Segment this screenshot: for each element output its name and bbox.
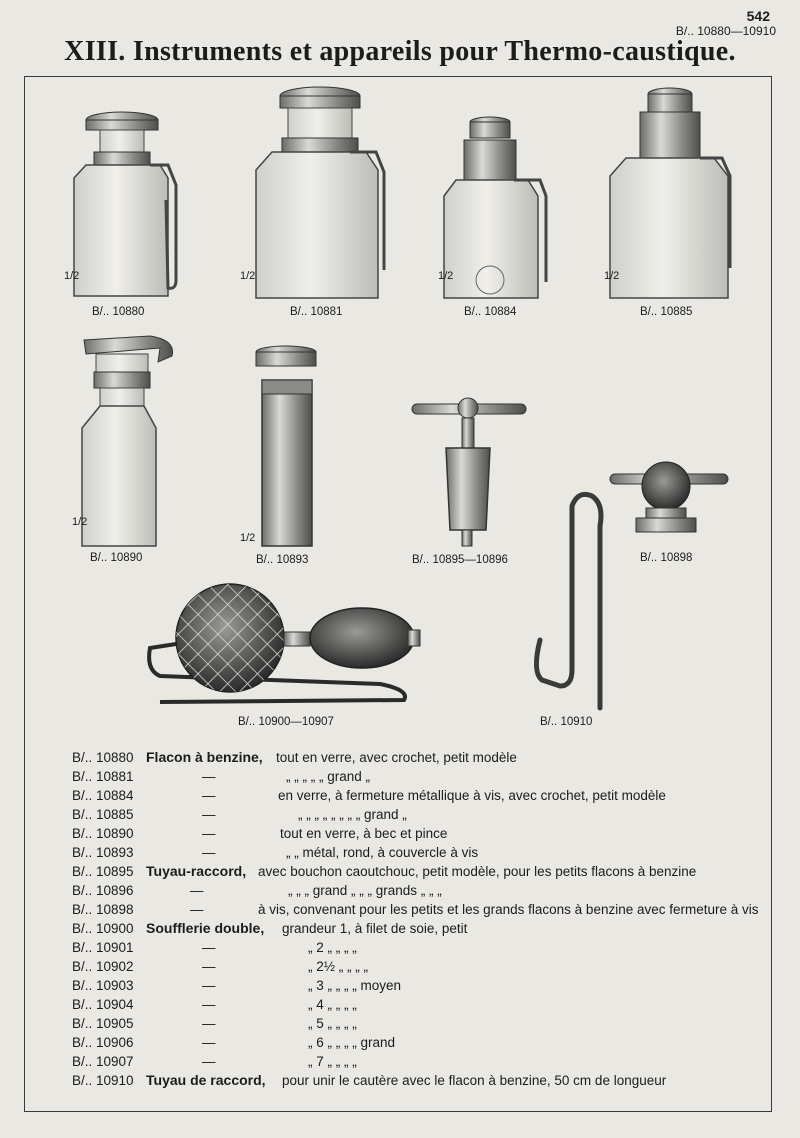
- tube-connector-icon: [412, 398, 526, 546]
- connecting-tube-icon: [536, 494, 601, 708]
- item-dash: —: [202, 978, 216, 993]
- item-code: B/.. 10890: [72, 826, 134, 841]
- catalog-list: [72, 748, 772, 1090]
- item-code: B/.. 10905: [72, 1016, 134, 1031]
- catalog-row: [72, 862, 772, 881]
- figure-label: B/.. 10900—10907: [238, 716, 334, 728]
- item-description: pour unir le cautère avec le flacon à benzine, 50 cm de longueur: [282, 1073, 667, 1088]
- item-description: „ 2½ „ „ „ „: [308, 959, 368, 974]
- scale-mark: 1/2: [240, 270, 256, 282]
- catalog-row: [72, 1033, 772, 1052]
- item-name: Tuyau-raccord,: [146, 863, 247, 879]
- catalog-row: [72, 957, 772, 976]
- catalog-row: [72, 1052, 772, 1071]
- catalog-row: [72, 919, 772, 938]
- item-name: Flacon à benzine,: [146, 749, 263, 765]
- item-dash: —: [190, 902, 204, 917]
- catalog-row: [72, 900, 772, 919]
- item-description: „ 3 „ „ „ „ moyen: [308, 978, 402, 993]
- item-description: à vis, convenant pour les petits et les grands flacons à benzine avec fermeture à vis: [258, 902, 759, 917]
- item-description: „ 4 „ „ „ „: [308, 997, 357, 1012]
- item-code: B/.. 10880: [72, 750, 134, 765]
- item-code: B/.. 10881: [72, 769, 134, 784]
- item-code: B/.. 10896: [72, 883, 134, 898]
- scale-mark: 1/2: [604, 270, 620, 282]
- metal-canister-icon: [256, 346, 316, 546]
- catalog-row: [72, 1014, 772, 1033]
- screw-connector-icon: [610, 462, 728, 532]
- bottle-screw-large-icon: [610, 88, 730, 298]
- item-name: Soufflerie double,: [146, 920, 265, 936]
- item-code: B/.. 10910: [72, 1073, 134, 1088]
- item-code: B/.. 10885: [72, 807, 134, 822]
- figure-label: B/.. 10895—10896: [412, 554, 508, 566]
- item-code: B/.. 10903: [72, 978, 134, 993]
- figure-label: B/.. 10898: [640, 552, 693, 564]
- item-dash: —: [202, 1035, 216, 1050]
- figure-label: B/.. 10885: [640, 306, 693, 318]
- item-dash: —: [202, 807, 216, 822]
- scale-mark: 1/2: [64, 270, 80, 282]
- figure-label: B/.. 10884: [464, 306, 517, 318]
- item-dash: —: [202, 1016, 216, 1031]
- item-description: „ „ „ „ „ grand „: [286, 769, 371, 784]
- bottle-hook-large-icon: [256, 87, 384, 298]
- item-code: B/.. 10893: [72, 845, 134, 860]
- scale-mark: 1/2: [438, 270, 454, 282]
- double-bellows-icon: [149, 584, 420, 702]
- figure-label: B/.. 10890: [90, 552, 143, 564]
- catalog-row: [72, 938, 772, 957]
- item-dash: —: [202, 826, 216, 841]
- item-code: B/.. 10884: [72, 788, 134, 803]
- item-code: B/.. 10898: [72, 902, 134, 917]
- catalog-row: [72, 1071, 772, 1090]
- item-dash: —: [202, 940, 216, 955]
- catalog-row: [72, 881, 772, 900]
- item-dash: —: [202, 997, 216, 1012]
- item-code: B/.. 10902: [72, 959, 134, 974]
- item-description: „ „ „ grand „ „ „ grands „ „ „: [288, 883, 442, 898]
- scale-mark: 1/2: [72, 516, 88, 528]
- scale-mark: 1/2: [240, 532, 256, 544]
- catalog-row: [72, 767, 772, 786]
- catalog-row: [72, 824, 772, 843]
- item-code: B/.. 10904: [72, 997, 134, 1012]
- item-code: B/.. 10907: [72, 1054, 134, 1069]
- bottle-hook-small-icon: [74, 112, 176, 296]
- item-dash: —: [202, 769, 216, 784]
- figure-label: B/.. 10880: [92, 306, 145, 318]
- catalog-row: [72, 976, 772, 995]
- page-title: XIII. Instruments et appareils pour Thermo-caustique.: [64, 36, 736, 67]
- catalog-row: [72, 995, 772, 1014]
- figure-label: B/.. 10893: [256, 554, 309, 566]
- item-dash: —: [202, 845, 216, 860]
- item-code: B/.. 10901: [72, 940, 134, 955]
- page-number: 542: [746, 8, 770, 24]
- item-description: „ „ métal, rond, à couvercle à vis: [286, 845, 479, 860]
- item-description: grandeur 1, à filet de soie, petit: [282, 921, 468, 936]
- figure-label: B/.. 10881: [290, 306, 343, 318]
- figure-label: B/.. 10910: [540, 716, 593, 728]
- bottle-spout-icon: [82, 336, 173, 546]
- item-name: Tuyau de raccord,: [146, 1072, 266, 1088]
- item-dash: —: [202, 788, 216, 803]
- item-code: B/.. 10900: [72, 921, 134, 936]
- catalog-row: [72, 805, 772, 824]
- bottle-screw-small-icon: [444, 117, 546, 298]
- item-code: B/.. 10906: [72, 1035, 134, 1050]
- item-description: „ „ „ „ „ „ „ „ grand „: [298, 807, 407, 822]
- catalog-row: [72, 786, 772, 805]
- item-description: avec bouchon caoutchouc, petit modèle, pour les petits flacons à benzine: [258, 864, 697, 879]
- item-description: en verre, à fermeture métallique à vis, avec crochet, petit modèle: [278, 788, 666, 803]
- catalog-row: [72, 843, 772, 862]
- item-description: „ 6 „ „ „ „ grand: [308, 1035, 396, 1050]
- item-description: tout en verre, avec crochet, petit modèle: [276, 750, 517, 765]
- item-dash: —: [202, 959, 216, 974]
- item-code: B/.. 10895: [72, 864, 134, 879]
- catalog-row: [72, 748, 772, 767]
- page-range: B/.. 10880—10910: [675, 24, 776, 38]
- item-dash: —: [190, 883, 204, 898]
- item-dash: —: [202, 1054, 216, 1069]
- item-description: tout en verre, à bec et pince: [280, 826, 448, 841]
- item-description: „ 5 „ „ „ „: [308, 1016, 357, 1031]
- item-description: „ 2 „ „ „ „: [308, 940, 357, 955]
- item-description: „ 7 „ „ „ „: [308, 1054, 357, 1069]
